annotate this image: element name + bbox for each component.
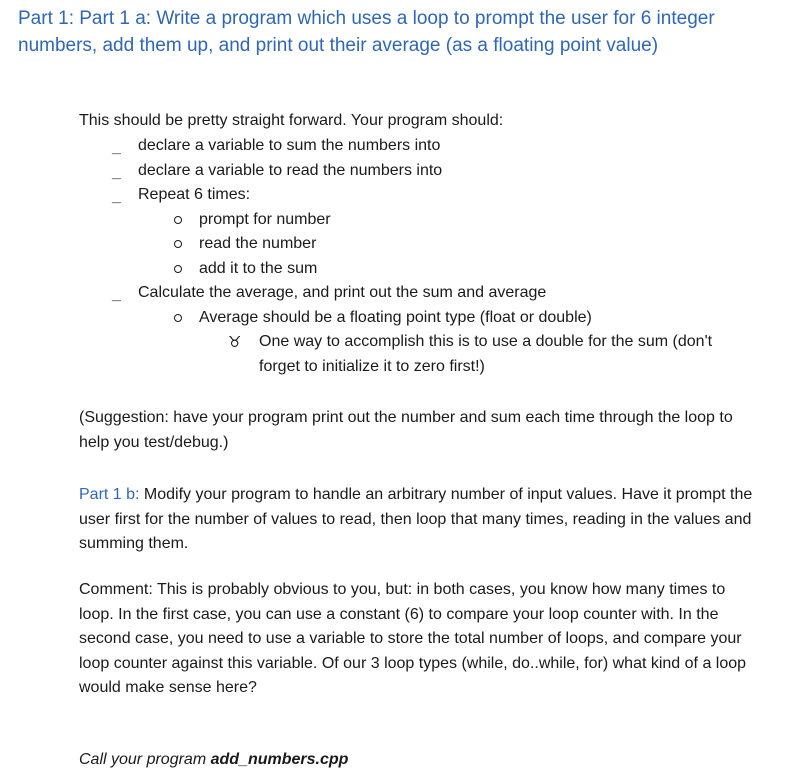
call-program-line: [79, 748, 759, 773]
requirements-list: [79, 134, 769, 379]
list-item: [79, 183, 769, 208]
sub-sub-list-item: [79, 330, 769, 379]
program-filename: add_numbers.cpp: [210, 751, 349, 768]
sub-list-item-text: add it to the sum: [199, 259, 318, 277]
list-item: [79, 281, 769, 306]
list-item: [79, 159, 769, 184]
sub-list-item: [79, 208, 769, 233]
call-prefix: Call your program: [79, 751, 211, 768]
circle-bullet-icon: [174, 216, 182, 224]
dash-bullet-icon: _: [112, 163, 121, 181]
sub-list-item: [79, 232, 769, 257]
sub-list-item-text: read the number: [199, 235, 317, 252]
dash-bullet-icon: _: [112, 286, 121, 303]
circle-bullet-icon: [174, 265, 182, 273]
sub-list-item: [79, 306, 769, 331]
sub-list-item-text: Average should be a floating point type (float or double): [199, 308, 592, 326]
list-item-text: declare a variable to read the numbers into: [138, 161, 443, 179]
list-item-text: declare a variable to sum the numbers into: [138, 137, 441, 154]
circle-bullet-icon: [174, 240, 182, 248]
list-item: [79, 134, 769, 159]
dash-bullet-icon: _: [112, 188, 121, 205]
dash-bullet-icon: _: [112, 139, 121, 156]
page-heading: Part 1: Part 1 a: Write a program which uses a loop to prompt the user for 6 integer numbers, add them up, and print out their average (as a floating point value): [18, 8, 715, 56]
taurus-bullet-icon: ♉: [228, 333, 242, 351]
part-1b-text: Modify your program to handle an arbitrary number of input values. Have it prompt the user first for the number of values to read, then loop that many times, reading in the values and summing them.: [79, 486, 753, 552]
comment-text: Comment: This is probably obvious to you, but: in both cases, you know how many times to loop. In the first case, you can use a constant (6) to compare your loop counter with. In the second case, you need to use a variable to store the total number of loops, and compare your loop counter against this variable. Of our 3 loop types (while, do..while, for) what kind of a loop would make sense here?: [79, 581, 747, 696]
list-item-text: Repeat 6 times:: [138, 186, 251, 203]
circle-bullet-icon: [174, 314, 182, 322]
sub-list-item-text: prompt for number: [199, 210, 331, 228]
intro-text: This should be pretty straight forward. Your program should:: [79, 112, 504, 129]
part-1b-paragraph: [79, 483, 759, 557]
suggestion-text: (Suggestion: have your program print out the number and sum each time through the loop to help you test/debug.): [79, 409, 733, 451]
list-item-text: Calculate the average, and print out the sum and average: [138, 284, 547, 301]
part-1b-label: Part 1 b:: [79, 486, 140, 503]
sub-sub-list-item-text: One way to accomplish this is to use a double for the sum (don't forget to initialize it to zero first!): [259, 333, 713, 375]
sub-list-item: [79, 257, 769, 282]
